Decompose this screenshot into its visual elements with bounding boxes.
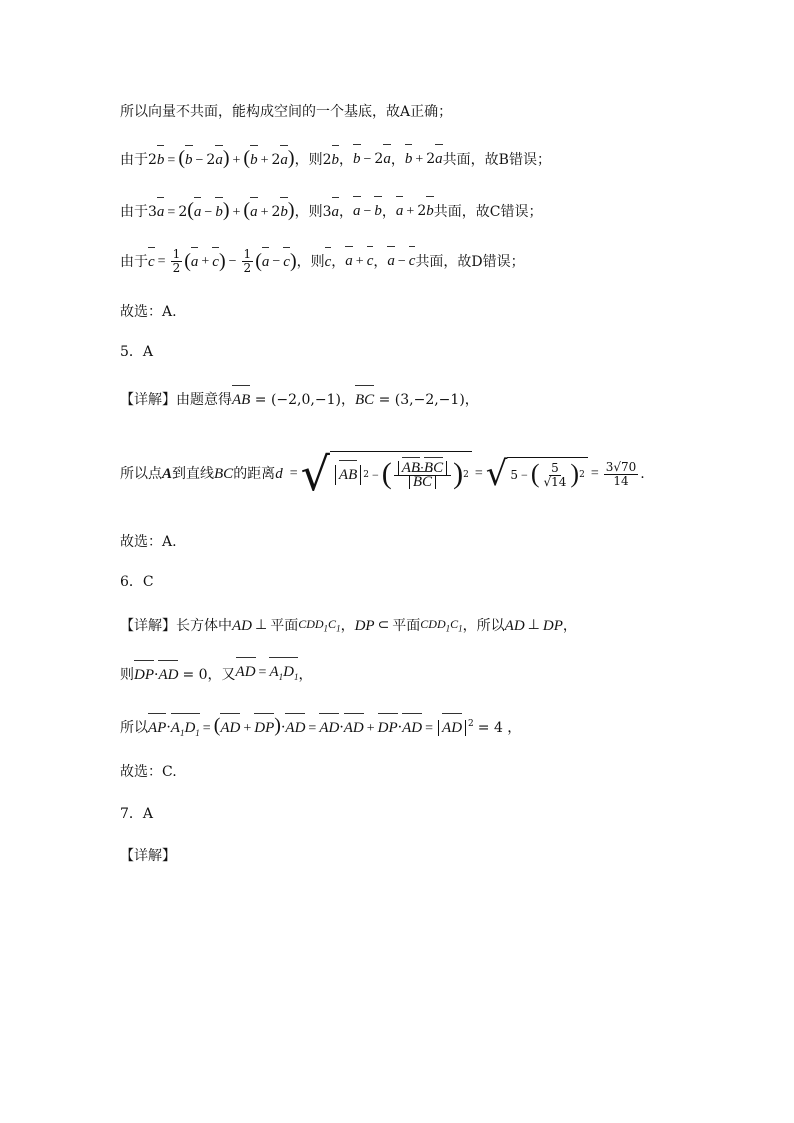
answer-line	[120, 532, 177, 552]
distance-result	[604, 461, 639, 488]
math-expr: DP·AD	[134, 666, 179, 683]
math-expr: a − c	[387, 253, 416, 269]
question-number-5	[120, 342, 153, 362]
detail-7	[120, 846, 176, 866]
line-text: ，	[381, 203, 396, 220]
math-expr: AB = (−2,0,−1)	[232, 392, 341, 408]
detail-tag: 【详解】	[120, 618, 176, 635]
math-expr: AD	[504, 618, 525, 635]
math-expr: AD = $A_1D_1$	[236, 662, 299, 687]
line-text: 共面，故B错误；	[442, 151, 551, 168]
math-expr: AD	[232, 618, 252, 635]
math-expr: a + c	[345, 253, 374, 269]
text-line-3	[120, 200, 542, 223]
line-text: ，	[298, 666, 313, 683]
vector-value: = (−2,0,−1)	[254, 392, 341, 408]
line-text: 共面，故D错误；	[415, 253, 525, 270]
detail-6: 【详解】 长方体中 AD ⊥ 平面 $CDD_1C_1$ ， DP ⊂ 平面 $CDD_1C_1$ ，所以 AD ⊥ DP ，	[120, 614, 577, 638]
line-text: 所以点	[120, 466, 162, 482]
line-text: ，	[340, 618, 355, 635]
line-bc: BC	[214, 466, 234, 482]
line-text: 则	[120, 666, 134, 683]
line-text: 由题意得	[176, 392, 232, 408]
answer-line	[120, 302, 177, 322]
math-expr: b + 2a	[404, 151, 443, 167]
text-line-2	[120, 148, 551, 171]
math-expr: 2b	[322, 151, 339, 168]
line-text: 的距离	[233, 466, 276, 482]
line-text: = 0，又	[182, 666, 236, 683]
text-line-1	[120, 102, 452, 122]
detail-6-line-2	[120, 662, 312, 687]
math-expr: 3a	[322, 203, 339, 220]
math-expr: 2b = (b − 2a) + (b + 2a)	[148, 147, 295, 169]
math-expr: c	[324, 253, 332, 270]
result-denominator: 14	[613, 473, 629, 488]
math-expr: $CDD_1C_1$	[298, 617, 341, 634]
question-label: 6．C	[120, 574, 154, 590]
math-expr: c = $\frac{1}{2}$ ( a + c ) − $\frac{1}{2}$ ( a − c )	[148, 247, 297, 275]
line-text: 由于	[120, 151, 148, 168]
line-text: ，	[373, 253, 388, 270]
math-expr: a + 2b	[395, 203, 434, 219]
value-sqrt: √ 5 − ( $\frac{5}{√14}$ ) 2	[486, 457, 588, 491]
line-text: 故选：A.	[120, 304, 177, 320]
distance-sqrt: √ AB 2 − ( $\frac{AB\cdot BC}{BC}$ ) 2	[301, 451, 472, 497]
line-text: = 4 ，	[477, 720, 522, 737]
vector-value: = (3,−2,−1)	[378, 392, 465, 408]
line-text: ，	[464, 392, 479, 408]
line-text: ，则	[296, 253, 325, 270]
line-text: 共面，故C错误；	[433, 203, 543, 220]
line-text: ，	[339, 203, 353, 220]
detail-5	[120, 390, 479, 410]
line-text: ，	[340, 392, 355, 408]
line-text: ，	[331, 253, 346, 270]
line-text: ，	[390, 151, 405, 168]
line-text: 到直线	[172, 466, 215, 482]
line-text: 故选：C.	[120, 764, 177, 780]
math-expr: $AP\cdot A_1D_1 = (AD + DP)\cdot AD = AD\cdot AD + DP\cdot AD$ = AD $^2$	[148, 714, 474, 743]
question-label: 5．A	[120, 344, 154, 360]
line-text: 长方体中	[176, 618, 232, 635]
detail-tag: 【详解】	[120, 392, 176, 408]
line-text: ，则	[294, 151, 323, 168]
answer-line	[120, 762, 177, 782]
math-expr: b − 2a	[353, 151, 391, 167]
line-text: 所以向量不共面，能构成空间的一个基底，故A正确；	[120, 104, 453, 120]
distance-formula-line: 所以点 A 到直线 BC 的距离 d = √ AB 2 − ( $\frac{AB\cdot BC}{BC}$ ) 2 = √ 5 − ( $\frac{5}{√14}$ ) 2 = $\frac{3√70}{14}$ .	[120, 447, 645, 501]
question-number-6	[120, 572, 154, 592]
math-expr: DP	[354, 618, 375, 635]
math-expr: $CDD_1C_1$	[420, 617, 463, 634]
detail-6-line-3	[120, 714, 521, 743]
line-text: ，所以	[462, 618, 505, 635]
line-text: 由于	[120, 253, 148, 270]
line-text: 平面	[392, 618, 421, 635]
line-text: 由于	[120, 203, 148, 220]
line-text: 故选：A.	[120, 534, 177, 550]
line-text: 所以	[120, 720, 148, 737]
question-label: 7．A	[120, 806, 154, 822]
detail-tag: 【详解】	[120, 848, 176, 864]
text-line-4	[120, 248, 525, 275]
question-number-7	[120, 804, 153, 824]
line-text: ，则	[294, 203, 323, 220]
math-expr: BC = (3,−2,−1)	[354, 392, 465, 408]
point-a: A	[162, 466, 173, 482]
line-text: ，	[339, 151, 353, 168]
result-numerator: 3√70	[605, 459, 637, 474]
variable-d: d	[275, 466, 283, 482]
line-text: 平面	[270, 618, 299, 635]
math-expr: 3a = 2(a − b) + (a + 2b)	[148, 199, 295, 221]
line-text: ，	[562, 618, 577, 635]
math-expr: a − b	[353, 203, 382, 219]
